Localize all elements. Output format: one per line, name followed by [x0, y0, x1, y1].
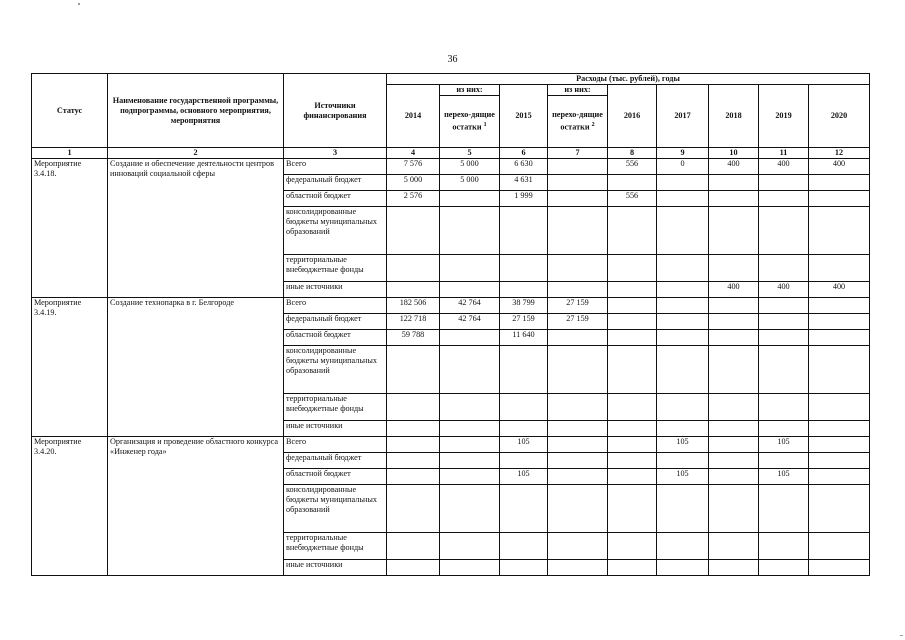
amount-cell: 105: [759, 437, 809, 453]
measure-name: Организация и проведение областного конкурса «Инженер года»: [108, 437, 284, 576]
amount-cell: [440, 346, 500, 394]
amount-cell: 38 799: [500, 298, 548, 314]
amount-cell: [709, 485, 759, 533]
amount-cell: [657, 282, 709, 298]
amount-cell: [548, 560, 608, 576]
funding-source: консолидированные бюджеты муниципальных образований: [284, 346, 387, 394]
amount-cell: [809, 191, 870, 207]
amount-cell: [548, 421, 608, 437]
funding-source: областной бюджет: [284, 330, 387, 346]
amount-cell: [759, 175, 809, 191]
amount-cell: [759, 453, 809, 469]
amount-cell: [440, 207, 500, 255]
column-number: 12: [809, 148, 870, 159]
amount-cell: 105: [500, 437, 548, 453]
amount-cell: [759, 191, 809, 207]
amount-cell: [500, 485, 548, 533]
amount-cell: [500, 560, 548, 576]
amount-cell: [759, 207, 809, 255]
amount-cell: [548, 175, 608, 191]
amount-cell: [759, 314, 809, 330]
funding-source: иные источники: [284, 282, 387, 298]
amount-cell: [500, 533, 548, 560]
amount-cell: [440, 394, 500, 421]
amount-cell: 105: [657, 437, 709, 453]
amount-cell: [657, 485, 709, 533]
amount-cell: [608, 560, 657, 576]
amount-cell: [657, 453, 709, 469]
amount-cell: 182 506: [387, 298, 440, 314]
amount-cell: [657, 346, 709, 394]
amount-cell: [657, 255, 709, 282]
amount-cell: [809, 421, 870, 437]
amount-cell: [608, 469, 657, 485]
header-year-2018: 2018: [709, 85, 759, 148]
amount-cell: 1 999: [500, 191, 548, 207]
amount-cell: [809, 330, 870, 346]
amount-cell: [657, 314, 709, 330]
amount-cell: [548, 207, 608, 255]
measure-name: Создание технопарка в г. Белгороде: [108, 298, 284, 437]
amount-cell: [608, 282, 657, 298]
amount-cell: [387, 560, 440, 576]
amount-cell: 11 640: [500, 330, 548, 346]
amount-cell: 42 764: [440, 314, 500, 330]
amount-cell: [548, 191, 608, 207]
header-year-2017: 2017: [657, 85, 709, 148]
funding-source: областной бюджет: [284, 191, 387, 207]
table-row: [32, 298, 870, 314]
header-expenses: Расходы (тыс. рублей), годы: [387, 74, 870, 85]
amount-cell: [500, 421, 548, 437]
amount-cell: [657, 298, 709, 314]
amount-cell: [387, 485, 440, 533]
amount-cell: [548, 533, 608, 560]
amount-cell: [709, 394, 759, 421]
amount-cell: 27 159: [548, 314, 608, 330]
amount-cell: [608, 207, 657, 255]
amount-cell: [548, 159, 608, 175]
amount-cell: [709, 560, 759, 576]
header-name: Наименование государственной программы, подпрограммы, основного мероприятия, мероприятия: [108, 74, 284, 148]
amount-cell: [709, 175, 759, 191]
amount-cell: [809, 346, 870, 394]
amount-cell: [500, 255, 548, 282]
amount-cell: [809, 453, 870, 469]
amount-cell: [809, 207, 870, 255]
funding-source: федеральный бюджет: [284, 175, 387, 191]
amount-cell: [759, 330, 809, 346]
amount-cell: [709, 191, 759, 207]
amount-cell: [387, 255, 440, 282]
amount-cell: [657, 394, 709, 421]
amount-cell: [709, 255, 759, 282]
amount-cell: [387, 207, 440, 255]
amount-cell: [759, 255, 809, 282]
amount-cell: [657, 533, 709, 560]
column-number: 11: [759, 148, 809, 159]
amount-cell: [387, 437, 440, 453]
amount-cell: [440, 282, 500, 298]
amount-cell: [440, 191, 500, 207]
budget-table: [31, 73, 870, 576]
amount-cell: [608, 421, 657, 437]
amount-cell: 400: [809, 159, 870, 175]
page-number: 36: [447, 54, 458, 65]
funding-source: федеральный бюджет: [284, 314, 387, 330]
amount-cell: [608, 298, 657, 314]
amount-cell: [809, 469, 870, 485]
amount-cell: [500, 394, 548, 421]
amount-cell: 6 630: [500, 159, 548, 175]
amount-cell: [809, 437, 870, 453]
column-number: 1: [32, 148, 108, 159]
amount-cell: [608, 314, 657, 330]
amount-cell: 400: [759, 159, 809, 175]
amount-cell: [709, 330, 759, 346]
amount-cell: [709, 346, 759, 394]
amount-cell: [440, 255, 500, 282]
column-number: 4: [387, 148, 440, 159]
amount-cell: [709, 314, 759, 330]
amount-cell: [759, 298, 809, 314]
amount-cell: [548, 437, 608, 453]
amount-cell: 400: [709, 282, 759, 298]
amount-cell: [709, 453, 759, 469]
amount-cell: 27 159: [500, 314, 548, 330]
amount-cell: [440, 437, 500, 453]
amount-cell: 400: [809, 282, 870, 298]
amount-cell: [440, 469, 500, 485]
amount-cell: [657, 560, 709, 576]
amount-cell: [548, 485, 608, 533]
amount-cell: [500, 453, 548, 469]
amount-cell: [809, 314, 870, 330]
amount-cell: 400: [759, 282, 809, 298]
amount-cell: 0: [657, 159, 709, 175]
amount-cell: [440, 453, 500, 469]
amount-cell: [657, 191, 709, 207]
funding-source: областной бюджет: [284, 469, 387, 485]
amount-cell: [548, 282, 608, 298]
scan-mark: [900, 635, 903, 636]
amount-cell: [387, 533, 440, 560]
amount-cell: [500, 282, 548, 298]
amount-cell: [759, 560, 809, 576]
header-carryover-2: перехо-дящие остатки $^2$: [548, 96, 608, 148]
amount-cell: 5 000: [387, 175, 440, 191]
funding-source: Всего: [284, 437, 387, 453]
amount-cell: [608, 255, 657, 282]
header-carryover-1: перехо-дящие остатки $^1$: [440, 96, 500, 148]
amount-cell: 556: [608, 159, 657, 175]
amount-cell: [709, 207, 759, 255]
funding-source: федеральный бюджет: [284, 453, 387, 469]
amount-cell: [608, 437, 657, 453]
header-year-2020: 2020: [809, 85, 870, 148]
column-number: 9: [657, 148, 709, 159]
header-year-2015: 2015: [500, 85, 548, 148]
amount-cell: [709, 421, 759, 437]
amount-cell: 5 000: [440, 175, 500, 191]
amount-cell: [387, 346, 440, 394]
amount-cell: 105: [759, 469, 809, 485]
amount-cell: [759, 533, 809, 560]
amount-cell: [548, 255, 608, 282]
amount-cell: [548, 346, 608, 394]
amount-cell: 4 631: [500, 175, 548, 191]
amount-cell: [809, 560, 870, 576]
header-year-2014: 2014: [387, 85, 440, 148]
column-number: 5: [440, 148, 500, 159]
header-status: Статус: [32, 74, 108, 148]
amount-cell: [709, 533, 759, 560]
amount-cell: [709, 437, 759, 453]
funding-source: иные источники: [284, 560, 387, 576]
funding-source: консолидированные бюджеты муниципальных образований: [284, 485, 387, 533]
amount-cell: 7 576: [387, 159, 440, 175]
column-number-row: [32, 148, 870, 159]
amount-cell: 59 788: [387, 330, 440, 346]
amount-cell: [608, 330, 657, 346]
measure-status: Мероприятие 3.4.18.: [32, 159, 108, 298]
column-number: 8: [608, 148, 657, 159]
column-number: 2: [108, 148, 284, 159]
amount-cell: [608, 394, 657, 421]
header-year-2019: 2019: [759, 85, 809, 148]
column-number: 3: [284, 148, 387, 159]
measure-name: Создание и обеспечение деятельности центров инноваций социальной сферы: [108, 159, 284, 298]
amount-cell: [809, 298, 870, 314]
amount-cell: [608, 453, 657, 469]
column-number: 7: [548, 148, 608, 159]
amount-cell: [759, 394, 809, 421]
amount-cell: [759, 421, 809, 437]
amount-cell: [440, 533, 500, 560]
scan-dot: [78, 3, 80, 5]
amount-cell: 105: [500, 469, 548, 485]
amount-cell: 2 576: [387, 191, 440, 207]
amount-cell: [440, 560, 500, 576]
table-row: [32, 159, 870, 175]
amount-cell: [759, 485, 809, 533]
amount-cell: [548, 453, 608, 469]
measure-status: Мероприятие 3.4.20.: [32, 437, 108, 576]
amount-cell: [709, 298, 759, 314]
amount-cell: 105: [657, 469, 709, 485]
funding-source: территориальные внебюджетные фонды: [284, 533, 387, 560]
amount-cell: [608, 533, 657, 560]
amount-cell: [548, 330, 608, 346]
amount-cell: [387, 453, 440, 469]
amount-cell: 27 159: [548, 298, 608, 314]
amount-cell: 400: [709, 159, 759, 175]
amount-cell: 42 764: [440, 298, 500, 314]
amount-cell: [608, 175, 657, 191]
header-year-2016: 2016: [608, 85, 657, 148]
amount-cell: [809, 533, 870, 560]
amount-cell: [440, 485, 500, 533]
header-of-them-2: из них:: [548, 85, 608, 96]
amount-cell: [500, 346, 548, 394]
amount-cell: [809, 485, 870, 533]
amount-cell: 556: [608, 191, 657, 207]
table-row: [32, 437, 870, 453]
amount-cell: [709, 469, 759, 485]
amount-cell: [548, 469, 608, 485]
amount-cell: [500, 207, 548, 255]
amount-cell: [387, 469, 440, 485]
amount-cell: 5 000: [440, 159, 500, 175]
funding-source: территориальные внебюджетные фонды: [284, 255, 387, 282]
header-of-them-1: из них:: [440, 85, 500, 96]
amount-cell: [759, 346, 809, 394]
amount-cell: [387, 421, 440, 437]
amount-cell: [657, 421, 709, 437]
amount-cell: [657, 207, 709, 255]
amount-cell: [387, 282, 440, 298]
header-sources: Источники финансирования: [284, 74, 387, 148]
amount-cell: [548, 394, 608, 421]
amount-cell: [809, 255, 870, 282]
funding-source: Всего: [284, 159, 387, 175]
column-number: 10: [709, 148, 759, 159]
amount-cell: [440, 330, 500, 346]
funding-source: Всего: [284, 298, 387, 314]
amount-cell: [608, 346, 657, 394]
column-number: 6: [500, 148, 548, 159]
amount-cell: [608, 485, 657, 533]
amount-cell: [657, 175, 709, 191]
funding-source: иные источники: [284, 421, 387, 437]
amount-cell: [809, 175, 870, 191]
funding-source: территориальные внебюджетные фонды: [284, 394, 387, 421]
measure-status: Мероприятие 3.4.19.: [32, 298, 108, 437]
amount-cell: [809, 394, 870, 421]
amount-cell: [387, 394, 440, 421]
amount-cell: 122 718: [387, 314, 440, 330]
amount-cell: [657, 330, 709, 346]
funding-source: консолидированные бюджеты муниципальных образований: [284, 207, 387, 255]
amount-cell: [440, 421, 500, 437]
